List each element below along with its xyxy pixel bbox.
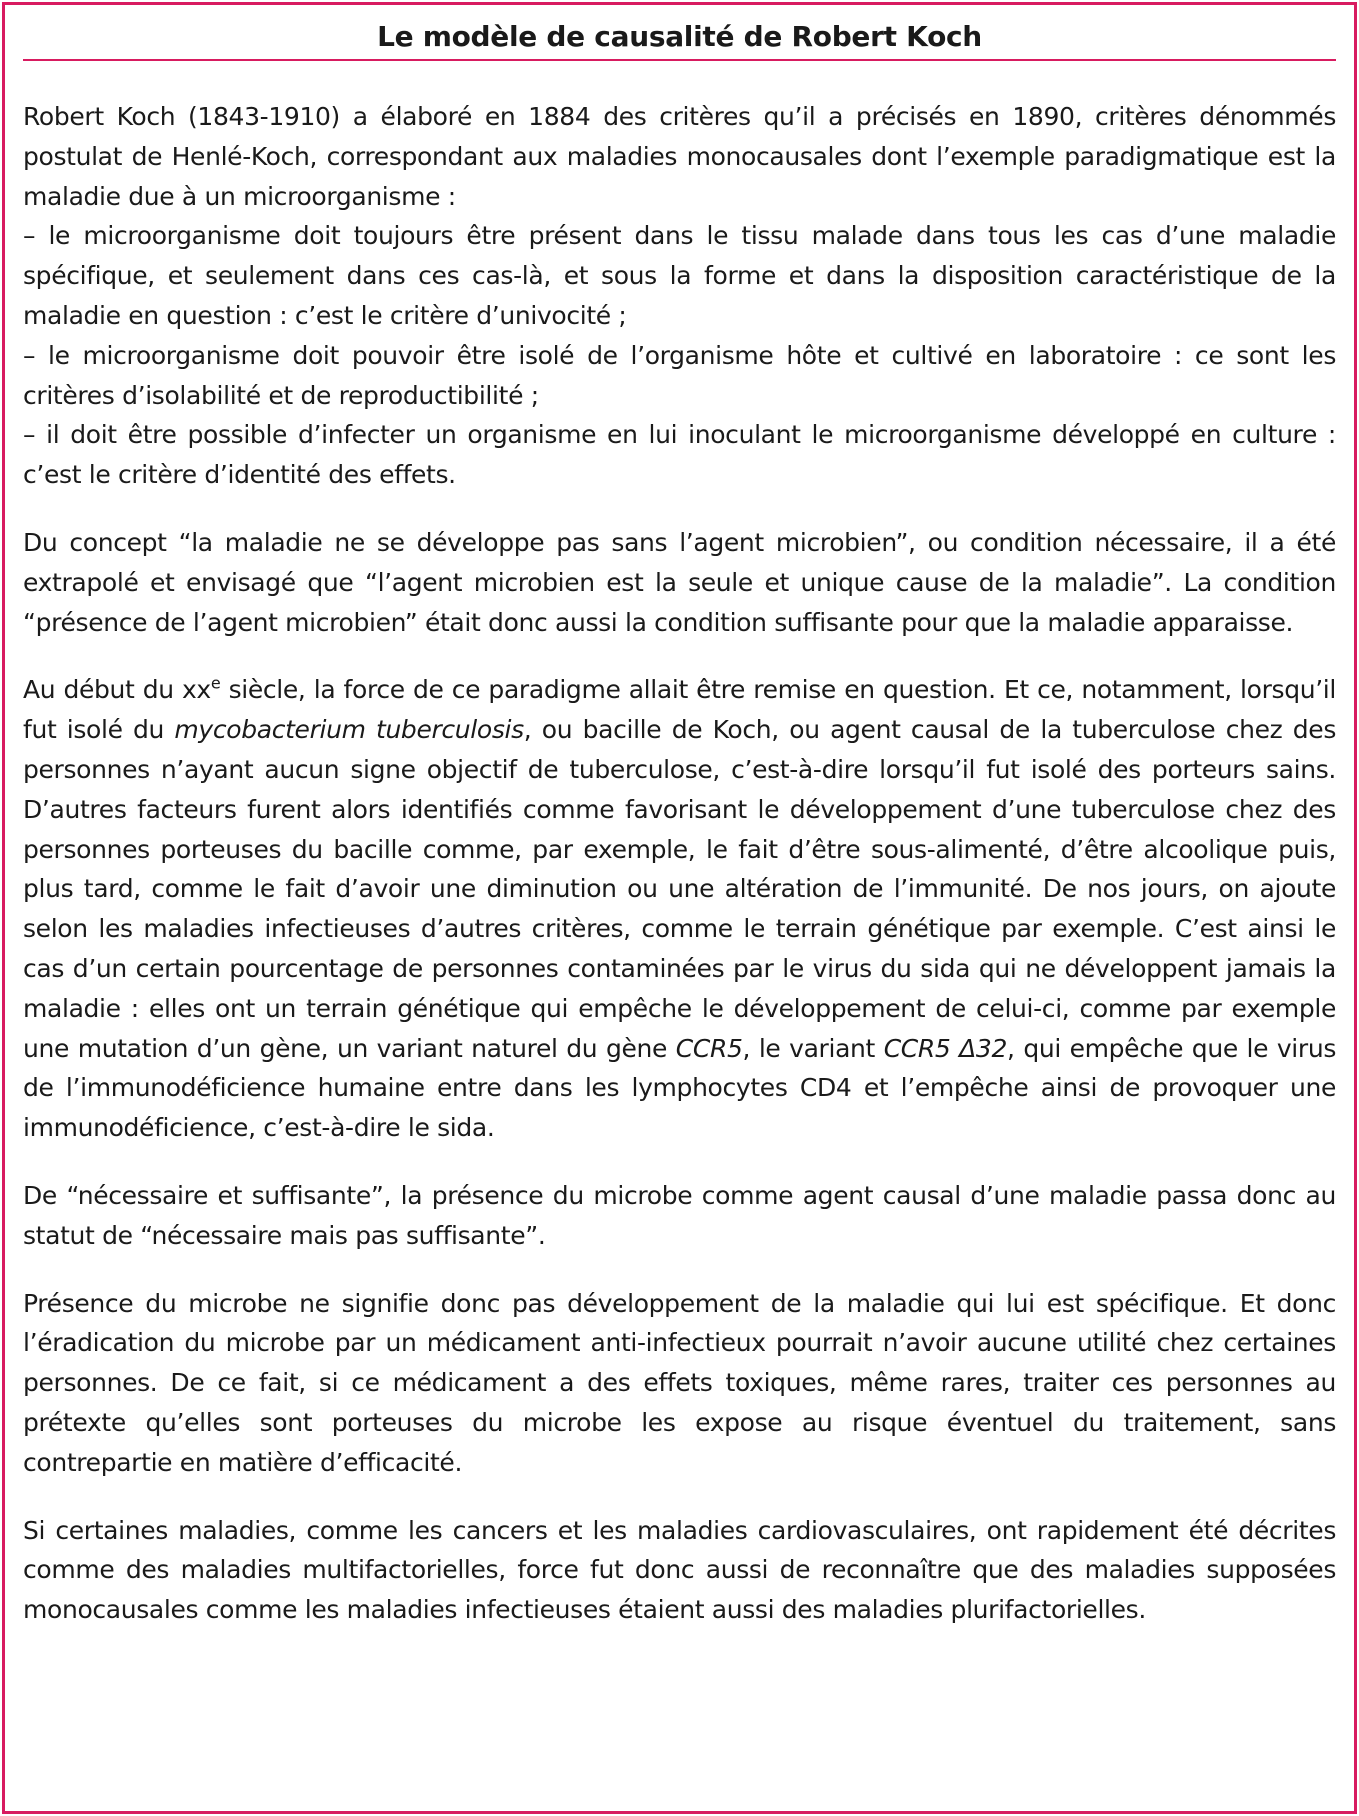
paragraph-status-change: De “nécessaire et suffisante”, la présence du microbe comme agent causal d’une maladie passa donc au statut de “nécessaire mais pas suffisante”. (23, 1180, 1336, 1250)
criteria-item-identity: – il doit être possible d’infecter un organisme en lui inoculant le microorganisme développé en culture : c’est le critère d’identité des effets. (23, 420, 1336, 490)
paragraph-eradication: Présence du microbe ne signifie donc pas développement de la maladie qui lui est spécifique. Et donc l’éradication du microbe par un médicament anti-infectieux pourrait n’avoir aucune utilité chez certaines personnes. De ce fait, si ce médicament a des effets toxiques, même rares, traiter ces personnes au prétexte qu’elles sont porteuses du microbe les expose au risque éventuel du traitement, sans contrepartie en matière d’efficacité. (23, 1288, 1336, 1477)
box-title: Le modèle de causalité de Robert Koch (377, 20, 982, 53)
p3-text-c: , ou bacille de Koch, ou agent causal de la tuberculose chez des personnes n’ayant aucun signe objectif de tuberculose, c’est-à-dire lorsqu’il fut isolé des porteurs sains. D’autres facteurs furent alors identifiés comme favorisant le développement d’une tuberculose chez des personnes porteuses du bacille comme, par exemple, le fait d’être sous-alimenté, d’être alcoolique puis, plus tard, comme le fait d’avoir une diminution ou une altération de l’immunité. De nos jours, on ajoute selon les maladies infectieuses d’autres critères, comme le terrain génétique par exemple. C’est ainsi le cas d’un certain pourcentage de personnes contaminées par le virus du sida qui ne développent jamais la maladie : elles ont un terrain génétique qui empêche le développement de celui-ci, comme par exemple une mutation d’un gène, un variant naturel du gène (23, 715, 1337, 1063)
document-box (2, 2, 1357, 1814)
paragraph-koch-criteria (23, 97, 1336, 495)
p3-gene-name: CCR5 (675, 1033, 743, 1063)
p3-text-d: , le variant (742, 1033, 884, 1063)
p3-superscript: e (210, 674, 221, 694)
criteria-item-univocity: – le microorganisme doit toujours être présent dans le tissu malade dans tous les cas d’une maladie spécifique, et seulement dans ces cas-là, et sous la forme et dans la disposition caractéristique de la maladie en question : c’est le critère d’univocité ; (23, 221, 1336, 330)
paragraph-multifactorial: Si certaines maladies, comme les cancers et les maladies cardiovasculaires, ont rapidement été décrites comme des maladies multifactorielles, force fut donc aussi de reconnaître que des maladies supposées monocausales comme les maladies infectieuses étaient aussi des maladies plurifactorielles. (23, 1515, 1336, 1625)
title-divider (23, 59, 1336, 61)
p3-text-e: , qui empêche que le virus de l’immunodéficience humaine entre dans les lymphocytes CD4 et l’empêche ainsi de provoquer une immunodéficience, c’est-à-dire le sida. (23, 1033, 1336, 1143)
criteria-item-isolability: – le microorganisme doit pouvoir être isolé de l’organisme hôte et cultivé en laboratoire : ce sont les critères d’isolabilité et de reproductibilité ; (23, 340, 1336, 410)
paragraph-twentieth-century (23, 670, 1336, 1148)
paragraph-necessary-condition: Du concept “la maladie ne se développe pas sans l’agent microbien”, ou condition nécessaire, il a été extrapolé et envisagé que “l’agent microbien est la seule et unique cause de la maladie”. La condition “présence de l’agent microbien” était donc aussi la condition suffisante pour que la maladie apparaisse. (23, 527, 1336, 637)
p3-species-name: mycobacterium tuberculosis (174, 715, 524, 745)
document-body (23, 97, 1336, 1630)
criteria-intro: Robert Koch (1843-1910) a élaboré en 1884 des critères qu’il a précisés en 1890, critères dénommés postulat de Henlé-Koch, correspondant aux maladies monocausales dont l’exemple paradigmatique est la maladie due à un microorganisme : (23, 102, 1336, 211)
p3-gene-variant: CCR5 Δ32 (883, 1033, 1008, 1063)
p3-text-a: Au début du xx (23, 675, 211, 705)
p3-text-b: siècle, la force de ce paradigme allait être remise en question. Et ce, notamment, lorsqu’il fut isolé du (23, 675, 1336, 745)
